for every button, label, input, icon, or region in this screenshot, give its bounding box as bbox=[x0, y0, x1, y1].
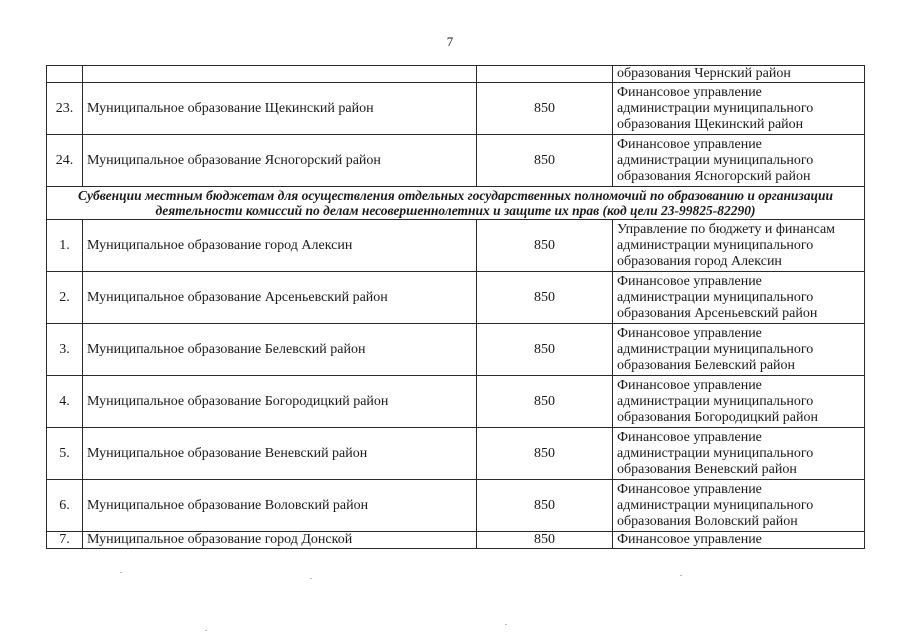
administrator-line: администрации муниципального bbox=[617, 100, 814, 116]
administrator-cell bbox=[613, 66, 865, 83]
section-heading-row bbox=[47, 187, 865, 220]
administrator-line: Финансовое управление bbox=[617, 429, 762, 445]
municipality-name: Муниципальное образование Веневский район bbox=[83, 428, 477, 480]
scan-speck bbox=[205, 630, 207, 631]
administrator-line: администрации муниципального bbox=[617, 289, 814, 305]
municipality-name bbox=[83, 66, 477, 83]
row-number: 6. bbox=[47, 480, 83, 532]
administrator-line: образования Чернский район bbox=[617, 66, 791, 81]
administrator-cell bbox=[613, 376, 865, 428]
municipality-name: Муниципальное образование Белевский район bbox=[83, 324, 477, 376]
administrator-line: Финансовое управление bbox=[617, 532, 762, 547]
administrator-cell bbox=[613, 532, 865, 549]
administrator-line: администрации муниципального bbox=[617, 497, 814, 513]
administrator-line: Управление по бюджету и финансам bbox=[617, 221, 836, 237]
scan-speck bbox=[310, 578, 312, 579]
administrator-line: администрации муниципального bbox=[617, 445, 814, 461]
scan-speck bbox=[120, 572, 122, 573]
page-number: 7 bbox=[446, 34, 454, 49]
table-row bbox=[47, 324, 865, 376]
municipality-name: Муниципальное образование Щекинский район bbox=[83, 83, 477, 135]
scan-speck bbox=[680, 575, 682, 576]
administrator-line: Финансовое управление bbox=[617, 136, 762, 152]
municipality-name: Муниципальное образование город Алексин bbox=[83, 220, 477, 272]
code-cell: 850 bbox=[477, 480, 613, 532]
row-number: 24. bbox=[47, 135, 83, 187]
municipality-name: Муниципальное образование Воловский район bbox=[83, 480, 477, 532]
code-cell: 850 bbox=[477, 272, 613, 324]
administrator-line: администрации муниципального bbox=[617, 152, 814, 168]
municipality-name: Муниципальное образование город Донской bbox=[83, 532, 477, 549]
administrator-line: Финансовое управление bbox=[617, 377, 762, 393]
code-cell: 850 bbox=[477, 428, 613, 480]
row-number: 7. bbox=[47, 532, 83, 549]
table-row bbox=[47, 532, 865, 549]
administrator-line: образования Веневский район bbox=[617, 461, 797, 477]
administrator-line: Финансовое управление bbox=[617, 325, 762, 341]
table-row bbox=[47, 66, 865, 83]
table-body bbox=[47, 66, 865, 549]
table-row bbox=[47, 83, 865, 135]
administrator-cell bbox=[613, 480, 865, 532]
code-cell: 850 bbox=[477, 324, 613, 376]
administrator-line: администрации муниципального bbox=[617, 341, 814, 357]
code-cell: 850 bbox=[477, 135, 613, 187]
administrator-line: администрации муниципального bbox=[617, 393, 814, 409]
administrator-line: Финансовое управление bbox=[617, 273, 762, 289]
administrator-cell bbox=[613, 135, 865, 187]
row-number bbox=[47, 66, 83, 83]
table-row bbox=[47, 376, 865, 428]
row-number: 2. bbox=[47, 272, 83, 324]
administrator-line: образования город Алексин bbox=[617, 253, 782, 269]
municipality-name: Муниципальное образование Богородицкий район bbox=[83, 376, 477, 428]
code-cell: 850 bbox=[477, 83, 613, 135]
row-number: 1. bbox=[47, 220, 83, 272]
row-number: 5. bbox=[47, 428, 83, 480]
allocation-table bbox=[46, 65, 865, 549]
administrator-line: Финансовое управление bbox=[617, 481, 762, 497]
municipality-name: Муниципальное образование Арсеньевский район bbox=[83, 272, 477, 324]
administrator-line: образования Арсеньевский район bbox=[617, 305, 818, 321]
row-number: 3. bbox=[47, 324, 83, 376]
administrator-line: Финансовое управление bbox=[617, 84, 762, 100]
administrator-line: администрации муниципального bbox=[617, 237, 814, 253]
table-row bbox=[47, 135, 865, 187]
administrator-line: образования Воловский район bbox=[617, 513, 798, 529]
section-heading: Субвенции местным бюджетам для осуществления отдельных государственных полномочий по образованию и организации деятельности комиссий по делам несовершеннолетних и защите их прав (код цели 23-99825-82290) bbox=[47, 187, 865, 220]
table-row bbox=[47, 480, 865, 532]
table-row bbox=[47, 272, 865, 324]
administrator-line: образования Богородицкий район bbox=[617, 409, 818, 425]
administrator-cell bbox=[613, 220, 865, 272]
row-number: 23. bbox=[47, 83, 83, 135]
administrator-cell bbox=[613, 83, 865, 135]
administrator-line: образования Белевский район bbox=[617, 357, 796, 373]
code-cell: 850 bbox=[477, 220, 613, 272]
administrator-cell bbox=[613, 324, 865, 376]
municipality-name: Муниципальное образование Ясногорский район bbox=[83, 135, 477, 187]
code-cell: 850 bbox=[477, 532, 613, 549]
table-row bbox=[47, 220, 865, 272]
row-number: 4. bbox=[47, 376, 83, 428]
administrator-cell bbox=[613, 428, 865, 480]
administrator-line: образования Ясногорский район bbox=[617, 168, 811, 184]
table-row bbox=[47, 428, 865, 480]
code-cell bbox=[477, 66, 613, 83]
administrator-cell bbox=[613, 272, 865, 324]
administrator-line: образования Щекинский район bbox=[617, 116, 804, 132]
scan-speck bbox=[505, 624, 507, 625]
code-cell: 850 bbox=[477, 376, 613, 428]
